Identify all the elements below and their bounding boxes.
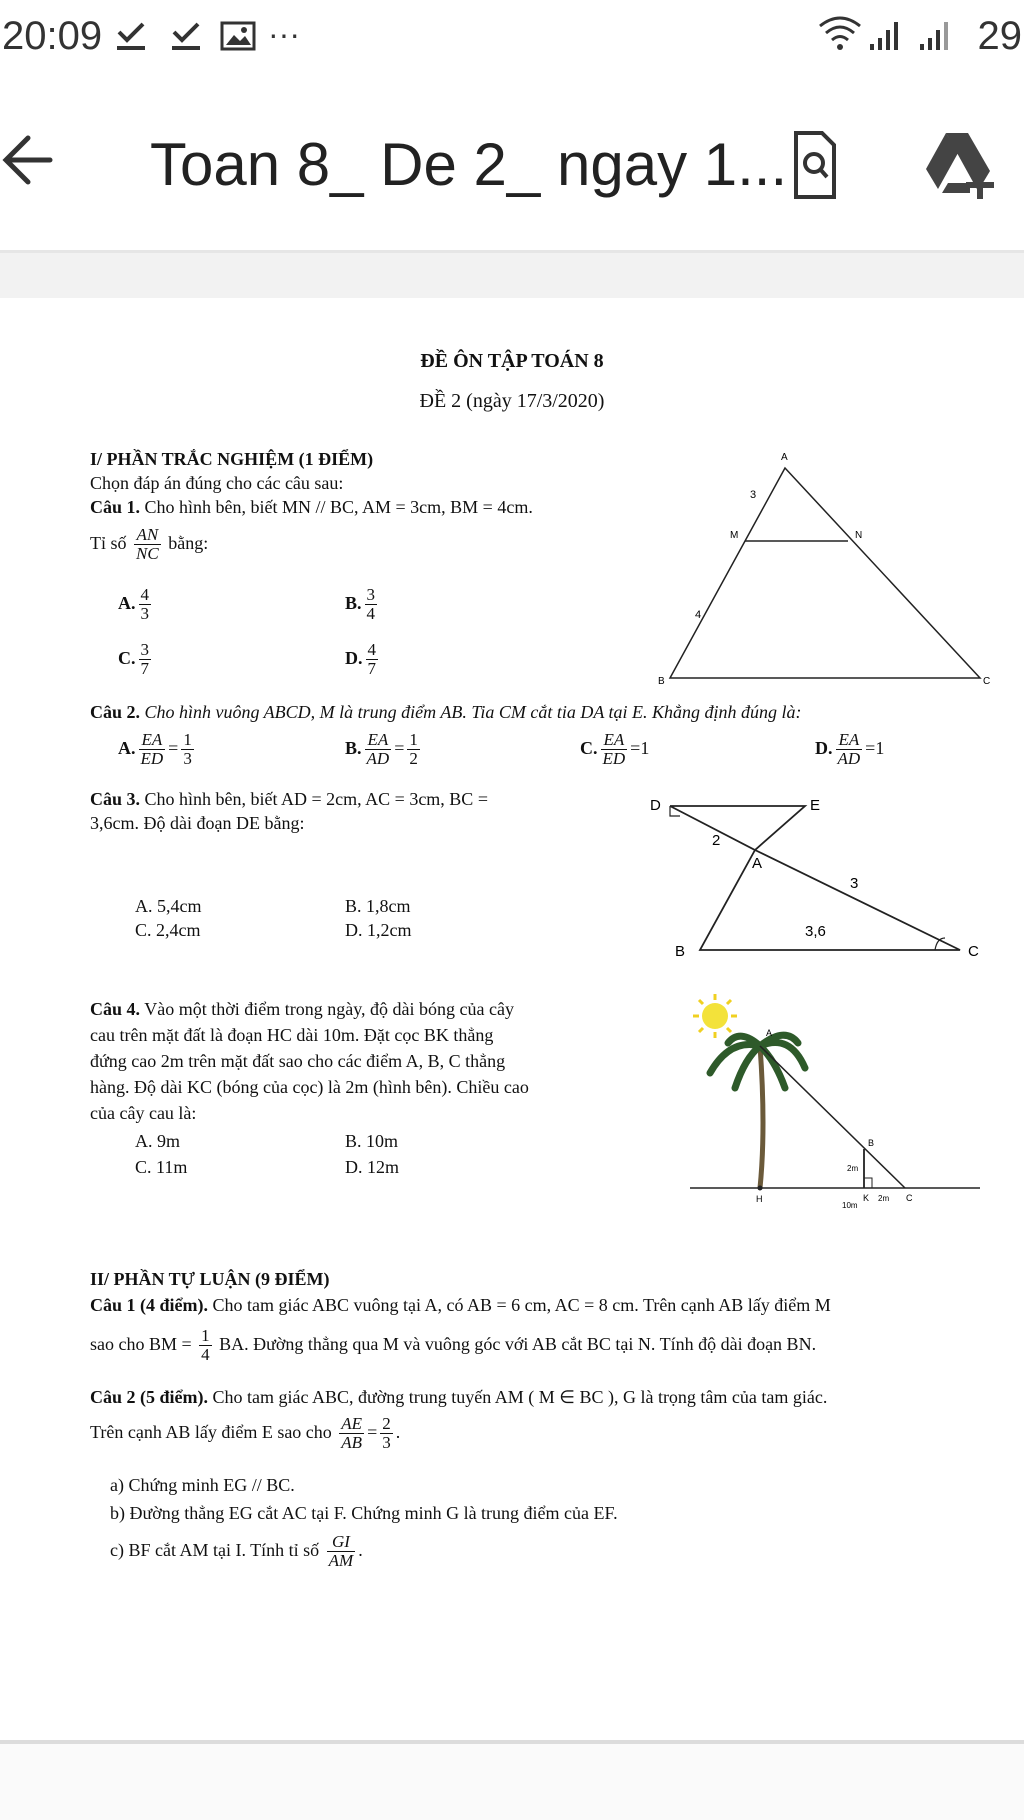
p2-part-c: c) BF cắt AM tại I. Tính tỉ số $\frac{GI}{AM}$ . [110, 1532, 363, 1571]
q4-label: Câu 4. [90, 999, 141, 1019]
add-to-drive-icon [918, 123, 998, 203]
q1-label: Câu 1. [90, 497, 141, 517]
q1-option-c[interactable]: C. $\frac{3}{7}$ [118, 640, 149, 679]
q3-text [90, 788, 488, 810]
search-in-document-button[interactable] [790, 125, 840, 205]
q1-statement: Cho hình bên, biết MN // BC, AM = 3cm, BM = 4cm. [144, 497, 533, 517]
p2-line1 [90, 1386, 827, 1408]
q1-label-n: N [855, 530, 863, 541]
q2-statement: Cho hình vuông ABCD, M là trung điểm AB. Tia CM cắt tia DA tại E. Khẳng định đúng là: [144, 702, 802, 722]
image-icon [220, 20, 256, 52]
q3-label-d: D [650, 797, 661, 814]
signal-icon [868, 18, 912, 52]
back-arrow-icon [2, 120, 62, 200]
q3-option-c[interactable]: C. 2,4cm [135, 920, 201, 940]
q1-option-b[interactable]: B. $\frac{3}{4}$ [345, 585, 376, 624]
q1-label-m: M [730, 530, 739, 541]
q1-label-b: B [658, 676, 665, 687]
q1-label-c: C [983, 676, 990, 687]
status-time: 20:09 [2, 14, 103, 58]
q3-label-ac: 3 [850, 875, 859, 892]
back-button[interactable] [2, 120, 62, 200]
q1-label-mb: 4 [695, 609, 702, 621]
q3-label-ad: 2 [712, 832, 721, 849]
q4-label-b: B [868, 1138, 875, 1148]
q4-label-bk: 2m [847, 1164, 859, 1173]
q3-text-line2: 3,6cm. Độ dài đoạn DE bằng: [90, 813, 305, 833]
q1-triangle-abc [670, 468, 980, 678]
q2-label: Câu 2. [90, 702, 141, 722]
p2-line2: Trên cạnh AB lấy điểm E sao cho $\frac{AE}{AB}$ = $\frac{2}{3}$ . [90, 1414, 401, 1453]
q1-ratio-fraction: $\frac{AN}{NC}$ [136, 525, 159, 564]
instruction: Chọn đáp án đúng cho các câu sau: [90, 473, 344, 493]
app-bar [0, 85, 1024, 250]
q2-option-a[interactable]: A. $\frac{EA}{ED}$ = $\frac{1}{3}$ [118, 730, 192, 769]
status-bar [0, 0, 1024, 80]
page-gap [0, 253, 1024, 298]
p2-part-b: b) Đường thẳng EG cắt AC tại F. Chứng minh G là trung điểm của EF. [110, 1503, 618, 1523]
q4-sunray-ac [760, 1046, 905, 1188]
part1-heading: I/ PHẦN TRẮC NGHIỆM (1 ĐIỂM) [90, 449, 374, 469]
q1-ratio-prefix: Tỉ số [90, 533, 127, 553]
q4-option-a[interactable]: A. 9m [135, 1131, 180, 1151]
download-check-icon [115, 20, 147, 52]
q4-label-k: K [863, 1193, 870, 1203]
q3-option-d[interactable]: D. 1,2cm [345, 920, 412, 940]
signal-icon [918, 18, 962, 52]
palm-tree-icon [710, 1035, 805, 1188]
add-to-drive-button[interactable] [918, 123, 998, 203]
search-document-icon [790, 125, 840, 205]
q1-text [90, 496, 533, 518]
q4-label-c: C [906, 1193, 913, 1203]
q4-label-a: A [766, 1028, 773, 1038]
q4-line5: của cây cau là: [90, 1103, 197, 1123]
p2-label: Câu 2 (5 điểm). [90, 1387, 208, 1407]
q4-palm-figure [680, 988, 990, 1228]
q2-option-d[interactable]: D. $\frac{EA}{AD}$ =1 [815, 730, 885, 769]
part2-heading: II/ PHẦN TỰ LUẬN (9 ĐIỂM) [90, 1269, 330, 1289]
q1-triangle-figure [650, 438, 990, 698]
q3-label-c: C [968, 943, 979, 960]
doc-title: ĐỀ ÔN TẬP TOÁN 8 [420, 350, 604, 372]
battery-level: 29 [977, 14, 1022, 58]
q4-option-c[interactable]: C. 11m [135, 1157, 188, 1177]
q3-label-a: A [752, 855, 763, 872]
q3-figure [640, 788, 990, 988]
q4-label-h: H [756, 1194, 763, 1204]
download-check-icon [170, 20, 202, 52]
q4-line1: Câu 4. Vào một thời điểm trong ngày, độ dài bóng của cây [90, 999, 514, 1019]
p2-statement: Cho tam giác ABC, đường trung tuyến AM ( M ∈ BC ), G là trọng tâm của tam giác. [212, 1387, 828, 1407]
q4-label-hc: 10m [842, 1201, 858, 1210]
q3-label-b: B [675, 943, 686, 960]
q3-label: Câu 3. [90, 789, 141, 809]
p2-part-a: a) Chứng minh EG // BC. [110, 1475, 295, 1495]
document-page[interactable] [0, 298, 1024, 1740]
q4-option-b[interactable]: B. 10m [345, 1131, 399, 1151]
p1-statement: Cho tam giác ABC vuông tại A, có AB = 6 cm, AC = 8 cm. Trên cạnh AB lấy điểm M [212, 1295, 831, 1315]
q3-statement: Cho hình bên, biết AD = 2cm, AC = 3cm, BC = [144, 789, 488, 809]
q1-option-a[interactable]: A. $\frac{4}{3}$ [118, 585, 149, 624]
q3-option-b[interactable]: B. 1,8cm [345, 896, 411, 916]
p1-line2: sao cho BM = $\frac{1}{4}$ BA. Đường thẳng qua M và vuông góc với AB cắt BC tại N. Tính độ dài đoạn BN. [90, 1326, 817, 1365]
q1-option-d[interactable]: D. $\frac{4}{7}$ [345, 640, 376, 679]
p1-line1 [90, 1294, 831, 1316]
q3-label-e: E [810, 797, 821, 814]
q2-text [90, 701, 802, 723]
q4-line4: hàng. Độ dài KC (bóng của cọc) là 2m (hình bên). Chiều cao [90, 1077, 529, 1097]
q4-label-kc: 2m [878, 1194, 890, 1203]
q1-label-a: A [781, 452, 788, 463]
more-icon: ··· [268, 16, 300, 52]
sun-icon [693, 994, 737, 1038]
q2-option-c[interactable]: C. $\frac{EA}{ED}$ =1 [580, 730, 650, 769]
q1-ratio [90, 523, 208, 563]
q3-label-bc: 3,6 [805, 923, 826, 940]
page-bottom-gap [0, 1744, 1024, 1820]
p1-label: Câu 1 (4 điểm). [90, 1295, 208, 1315]
q1-label-am: 3 [750, 489, 757, 501]
q3-option-a[interactable]: A. 5,4cm [135, 896, 202, 916]
doc-subtitle: ĐỀ 2 (ngày 17/3/2020) [419, 390, 605, 412]
q1-ratio-suffix: bằng: [168, 533, 209, 553]
q2-option-b[interactable]: B. $\frac{EA}{AD}$ = $\frac{1}{2}$ [345, 730, 418, 769]
q4-line3: đứng cao 2m trên mặt đất sao cho các điểm A, B, C thẳng [90, 1051, 506, 1071]
wifi-icon [818, 14, 862, 54]
q4-option-d[interactable]: D. 12m [345, 1157, 399, 1177]
document-title: Toan 8_ De 2_ ngay 1... [150, 131, 788, 198]
q4-line2: cau trên mặt đất là đoạn HC dài 10m. Đặt cọc BK thẳng [90, 1025, 494, 1045]
